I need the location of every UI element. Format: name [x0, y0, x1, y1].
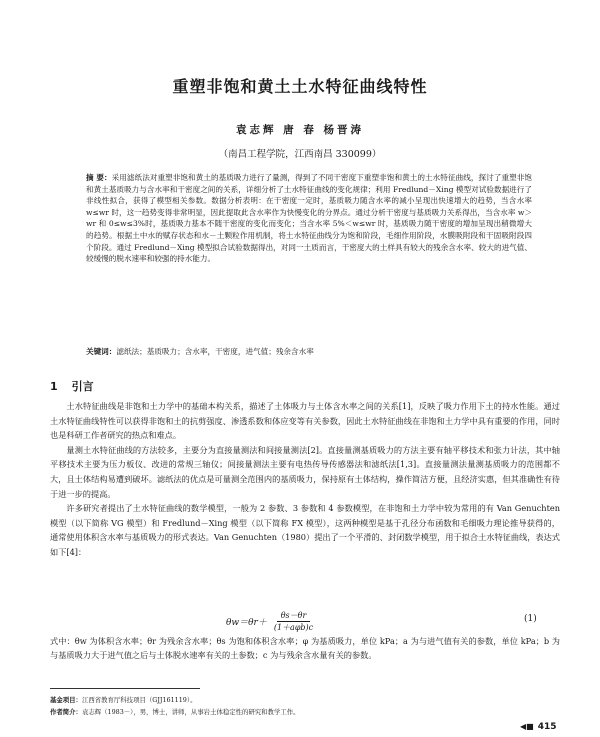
equation-number: (1) — [524, 614, 537, 624]
keywords-label: 关键词： — [86, 347, 117, 356]
author-list: 袁志辉 唐 春 杨晋涛 — [236, 124, 364, 136]
section-number: 1 — [50, 380, 58, 393]
affiliation: （南昌工程学院，江西南昌 330099） — [218, 149, 382, 160]
fund-text: 江西省教育厅科技项目（GJJ161119）。 — [81, 696, 197, 704]
page-number — [520, 722, 557, 732]
author-bio-label: 作者简介： — [50, 708, 82, 716]
abstract-text: 采用滤纸法对重塑非饱和黄土的基质吸力进行了量测，得到了不同干密度下重塑非饱和黄土的土水特征曲线，探讨了重塑非饱和黄土基质吸力与含水率和干密度之间的关系，详细分析了土水特征曲线的变化规律；利用 Fredlund－Xing 模型对试验数据进行了非线性拟合，获得了模型相关参数。数据分析表明：在干密度一定时，基质吸力随含水率的减小呈现出快速增大的趋势，当含水率 w≤wr 时，这一趋势变得非常明显，因此提取此含水率作为快慢变化的分界点。通过分析干密度与基质吸力关系得出，当含水率 w＞wr 和 0≤w≤3%时，基质吸力基本不随干密度的变化而变化；当含水率 5%＜w≤wr 时，基质吸力随干密度的增加呈现出稍微增大的趋势。根据土中水的赋存状态和水－土颗粒作用机制，将土水特征曲线分为饱和阶段，毛细作用阶段，水膜吸附段和干固吸附段四个阶段。通过 Fredlund－Xing 模型拟合试验数据得出，对同一土质而言，干密度大的土样具有较大的残余含水率、较大的进气值、较缓慢的脱水速率和较强的持水能力。 — [86, 173, 532, 264]
footnotes — [50, 694, 550, 718]
page-marker-icon: ◀■ — [520, 722, 534, 731]
equation-lhs: θw＝θr＋ — [226, 617, 267, 628]
keywords-text: 滤纸法；基质吸力；含水率，干密度，进气值；残余含水率 — [116, 347, 314, 356]
equation-vg-model — [226, 606, 317, 636]
section-title: 引言 — [71, 380, 94, 393]
footnote-divider — [50, 688, 200, 689]
paragraph: 量测土水特征曲线的方法较多，主要分为直接量测法和间接量测法[2]。直接量测基质吸力的方法主要有轴平移技术和张力计法，其中轴平移技术主要为压力板仪、改进的常规三轴仪；间接量测法主要有电热传导传感器法和滤纸法[1,3]。直接量测法量测基质吸力的范围都不大，且土体结构易遭到破坏。滤纸法的优点是可量测全范围内的基质吸力，保持原有土体结构，操作简洁方便，且经济实惠，但其准确性有待于进一步的提高。 — [50, 444, 560, 499]
equation-numerator: θs－θr — [277, 610, 311, 622]
paragraph: 许多研究者提出了土水特征曲线的数学模型，一般为 2 参数、3 参数和 4 参数模型，在非饱和土力学中较为常用的有 Van Genuchten 模型（以下简称 VG 模型）和 Fredlund－Xing 模型（以下简称 FX 模型），这两种模型是基于孔径分布函数和毛细吸力理论推导获得的，通常使用体积含水率与基质吸力的形式表达。Van Genuchten（1980）提出了一个平滑的、封闭数学模型，用于拟合土水特征曲线，表达式如下[4]： — [50, 503, 560, 557]
equation-fraction — [270, 610, 317, 633]
page-number-value: 415 — [537, 722, 557, 732]
author-bio-text: 袁志辉（1983－），男，博士，讲师，从事岩土体稳定性的研究和教学工作。 — [81, 708, 300, 716]
keywords — [86, 346, 532, 357]
fund-footnote — [50, 694, 550, 706]
author-footnote — [50, 706, 550, 718]
abstract-label: 摘 要： — [86, 173, 112, 182]
introduction-body — [50, 399, 560, 560]
fund-label: 基金项目： — [50, 696, 82, 704]
equation-denominator: (1＋aφb)c — [273, 622, 314, 632]
abstract — [86, 172, 532, 265]
paper-title: 重塑非饱和黄土土水特征曲线特性 — [172, 77, 428, 96]
equation-explanation: 式中：θw 为体积含水率；θr 为残余含水率；θs 为饱和体积含水率；φ 为基质吸力，单位 kPa；a 为与进气值有关的参数，单位 kPa；b 为与基质吸力大于进气值之后与土体脱水速率有关的土参数；c 为与残余含水量有关的参数。 — [50, 636, 560, 661]
paragraph: 土水特征曲线是非饱和土力学中的基础本构关系，描述了土体吸力与土体含水率之间的关系[1]，反映了吸力作用下土的持水性能。通过土水特征曲线特性可以获得非饱和土的抗剪强度、渗透系数和体应变等有关参数，因此土水特征曲线在非饱和土力学中具有重要的作用，同时也是科研工作者研究的热点和难点。 — [50, 401, 560, 441]
section-heading — [50, 378, 94, 394]
